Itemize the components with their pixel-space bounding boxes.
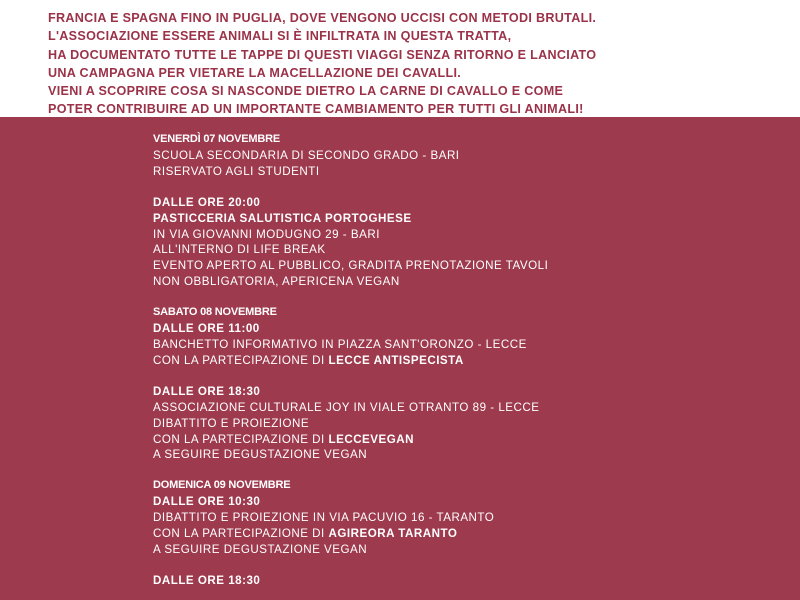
intro-panel [0, 0, 800, 117]
intro-line: L'ASSOCIAZIONE ESSERE ANIMALI SI È INFILTRATA IN QUESTA TRATTA, [48, 29, 512, 44]
event-time: DALLE ORE 18:30 [153, 384, 261, 398]
event-detail: RISERVATO AGLI STUDENTI [153, 164, 320, 178]
event-day-heading: VENERDÌ 07 NOVEMBRE [153, 133, 281, 145]
event-sunday-evening [153, 573, 753, 589]
intro-line: FRANCIA E SPAGNA FINO IN PUGLIA, DOVE VENGONO UCCISI CON METODI BRUTALI. [48, 11, 597, 26]
intro-line: UNA CAMPAGNA PER VIETARE LA MACELLAZIONE DEI CAVALLI. [48, 65, 462, 80]
event-detail: ALL'INTERNO DI LIFE BREAK [153, 243, 326, 257]
event-detail: A SEGUIRE DEGUSTAZIONE VEGAN [153, 448, 368, 462]
intro-line: POTER CONTRIBUIRE AD UN IMPORTANTE CAMBIAMENTO PER TUTTI GLI ANIMALI! [48, 102, 584, 117]
event-detail: SCUOLA SECONDARIA DI SECONDO GRADO - BARI [153, 148, 460, 162]
event-time: DALLE ORE 11:00 [153, 322, 260, 336]
event-detail: ASSOCIAZIONE CULTURALE JOY IN VIALE OTRANTO 89 - LECCE [153, 400, 540, 414]
event-friday-school [153, 132, 753, 180]
intro-text [48, 0, 596, 117]
intro-line: VIENI A SCOPRIRE COSA SI NASCONDE DIETRO LA CARNE DI CAVALLO E COME [48, 84, 564, 99]
event-saturday-evening [153, 384, 753, 464]
event-detail-prefix: CON LA PARTECIPAZIONE DI [153, 353, 329, 367]
event-detail-prefix: CON LA PARTECIPAZIONE DI [153, 432, 329, 446]
event-sunday-morning [153, 478, 753, 558]
partner-name: LECCEVEGAN [328, 432, 415, 446]
event-day-heading: DOMENICA 09 NOVEMBRE [153, 479, 291, 492]
event-time: DALLE ORE 20:00 [153, 195, 261, 209]
event-time: DALLE ORE 18:30 [153, 573, 261, 587]
event-detail: DIBATTITO E PROIEZIONE [153, 416, 310, 430]
event-detail: A SEGUIRE DEGUSTAZIONE VEGAN [153, 542, 368, 556]
event-time: DALLE ORE 10:30 [153, 495, 261, 509]
event-detail: NON OBBLIGATORIA, APERICENA VEGAN [153, 275, 400, 289]
event-schedule [153, 132, 753, 589]
partner-name: LECCE ANTISPECISTA [328, 353, 464, 367]
event-detail [153, 526, 753, 542]
event-detail [153, 353, 753, 369]
intro-line: HA DOCUMENTATO TUTTE LE TAPPE DI QUESTI VIAGGI SENZA RITORNO E LANCIATO [48, 47, 597, 62]
event-detail: DIBATTITO E PROIEZIONE IN VIA PACUVIO 16 - TARANTO [153, 511, 495, 525]
event-detail: IN VIA GIOVANNI MODUGNO 29 - BARI [153, 227, 380, 241]
event-friday-evening [153, 195, 753, 290]
event-detail-prefix: CON LA PARTECIPAZIONE DI [153, 527, 329, 541]
partner-name: AGIREORA TARANTO [328, 527, 458, 541]
event-detail: EVENTO APERTO AL PUBBLICO, GRADITA PRENOTAZIONE TAVOLI [153, 259, 549, 273]
event-venue: PASTICCERIA SALUTISTICA PORTOGHESE [153, 211, 412, 225]
event-detail: BANCHETTO INFORMATIVO IN PIAZZA SANT'ORONZO - LECCE [153, 337, 527, 351]
event-day-heading: SABATO 08 NOVEMBRE [153, 306, 277, 319]
event-saturday-morning [153, 305, 753, 369]
event-detail [153, 432, 753, 448]
